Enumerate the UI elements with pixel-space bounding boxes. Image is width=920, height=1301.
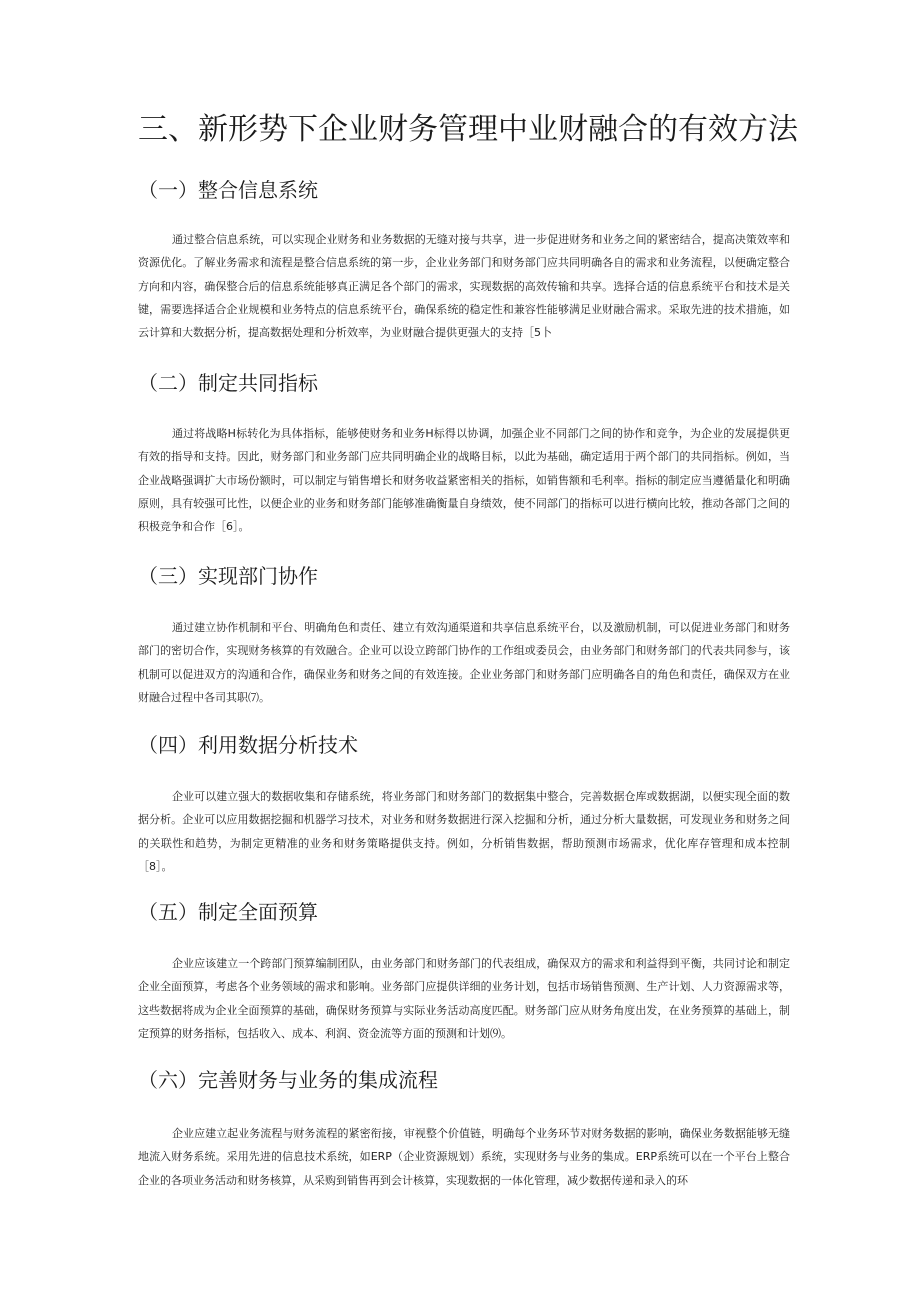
section-heading: （六）完善财务与业务的集成流程: [138, 1068, 438, 1092]
section-heading: （一）整合信息系统: [138, 178, 318, 202]
section-paragraph: 企业应该建立一个跨部门预算编制团队，由业务部门和财务部门的代表组成，确保双方的需求和利益得到平衡，共同讨论和制定企业全面预算，考虑各个业务领域的需求和影响。业务部门应提供详细的业务计划，包括市场销售预测、生产计划、人力资源需求等，这些数据将成为企业全面预算的基础，确保财务预算与实际业务活动高度匹配。财务部门应从财务角度出发，在业务预算的基础上，制定预算的财务指标，包括收入、成本、利润、资金流等方面的预测和计划⑼。: [138, 957, 790, 1040]
section-heading: （四）利用数据分析技术: [138, 733, 358, 757]
section-department-collaboration: [138, 562, 790, 709]
section-comprehensive-budget: [138, 898, 790, 1045]
section-paragraph: 企业可以建立强大的数据收集和存储系统，将业务部门和财务部门的数据集中整合，完善数据仓库或数据湖，以便实现全面的数据分析。企业可以应用数据挖掘和机器学习技术，对业务和财务数据进行深入挖掘和分析，通过分析大量数据，可发现业务和财务之间的关联性和趋势，为制定更精准的业务和财务策略提供支持。例如，分析销售数据，帮助预测市场需求，优化库存管理和成本控制［8］。: [138, 790, 790, 873]
section-data-analysis: [138, 731, 790, 878]
section-paragraph: 通过整合信息系统，可以实现企业财务和业务数据的无缝对接与共享，进一步促进财务和业务之间的紧密结合，提高决策效率和资源优化。了解业务需求和流程是整合信息系统的第一步，企业业务部门和财务部门应共同明确各自的需求和业务流程，以便确定整合方向和内容，确保整合后的信息系统能够真正满足各个部门的需求，实现数据的高效传输和共享。选择合适的信息系统平台和技术是关键，需要选择适合企业规模和业务特点的信息系统平台，确保系统的稳定性和兼容性能够满足业财融合需求。采取先进的技术措施，如云计算和大数据分析，提高数据处理和分析效率，为业财融合提供更强大的支持［5卜: [138, 233, 790, 340]
section-heading: （二）制定共同指标: [138, 371, 318, 395]
section-paragraph: 企业应建立起业务流程与财务流程的紧密衔接，审视整个价值链，明确每个业务环节对财务数据的影响，确保业务数据能够无缝地流入财务系统。采用先进的信息技术系统，如ERP（企业资源规划）系统，实现财务与业务的集成。ERP系统可以在一个平台上整合企业的各项业务活动和财务核算，从采购到销售再到会计核算，实现数据的一体化管理，减少数据传递和录入的环: [138, 1127, 790, 1187]
section-integration-process: [138, 1066, 790, 1192]
section-heading: （五）制定全面预算: [138, 900, 318, 924]
section-heading: （三）实现部门协作: [138, 564, 318, 588]
section-paragraph: 通过将战略H标转化为具体指标，能够使财务和业务H标得以协调，加强企业不同部门之间的协作和竞争，为企业的发展提供更有效的指导和支持。因此，财务部门和业务部门应共同明确企业的战略目标，以此为基础，确定适用于两个部门的共同指标。例如，当企业战略强调扩大市场份额时，可以制定与销售增长和财务收益紧密相关的指标，如销售额和毛利率。指标的制定应当遵循量化和明确原则，具有较强可比性，以便企业的业务和财务部门能够准确衡量自身绩效，使不同部门的指标可以进行横向比较，推动各部门之间的积极竞争和合作［6］。: [138, 427, 790, 534]
section-paragraph: 通过建立协作机制和平台、明确角色和责任、建立有效沟通渠道和共享信息系统平台，以及激励机制，可以促进业务部门和财务部门的密切合作，实现财务核算的有效融合。企业可以设立跨部门协作的工作组或委员会，由业务部门和财务部门的代表共同参与，该机制可以促进双方的沟通和合作，确保业务和财务之间的有效连接。企业业务部门和财务部门应明确各自的角色和责任，确保双方在业财融合过程中各司其职⑺。: [138, 621, 790, 704]
section-common-indicators: [138, 369, 790, 538]
section-integrate-info-systems: [138, 176, 790, 344]
page-title: 三、新形势下企业财务管理中业财融合的有效方法: [138, 112, 798, 147]
